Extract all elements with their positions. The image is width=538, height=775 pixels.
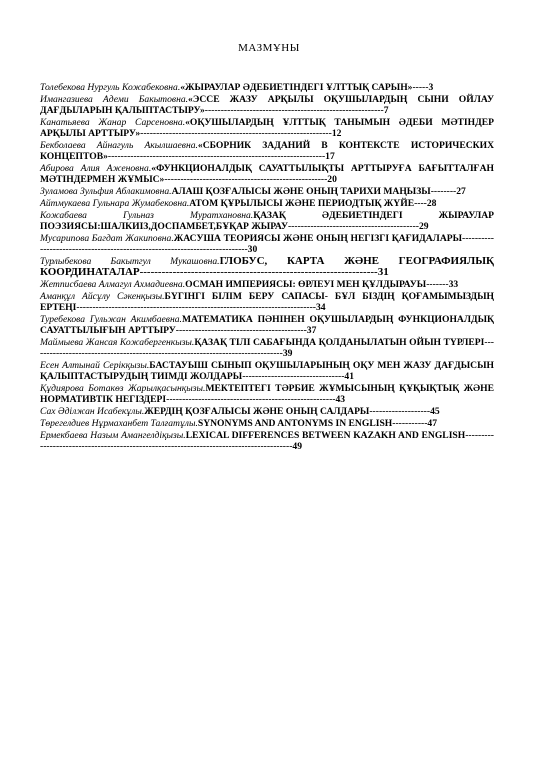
entry-leader: ----------------------------------------------------------------- <box>139 266 378 278</box>
entry-author: Имангазиева Адеми Бакытовна. <box>40 94 189 105</box>
entry-title: БҮГІНГІ БІЛІМ БЕРУ САПАСЫ- БҰЛ БІЗДІҢ ҚОҒАМЫМЫЗДЫҢ ЕРТЕҢІ <box>40 291 494 313</box>
entry-page-number: 31 <box>377 266 389 278</box>
entry-author: Сах Әділжан Исабекұлы. <box>40 406 145 417</box>
entry-title: БАСТАУЫШ СЫНЫП ОҚУШЫЛАРЫНЫҢ ОҚУ МЕН ЖАЗУ ДАҒДЫСЫН ҚАЛЫПТАСТЫРУДЫҢ ТИІМДІ ЖОЛДАРЫ <box>40 360 494 382</box>
entry-page-number: 3 <box>428 82 434 93</box>
entry-title: ЖЕРДІҢ ҚОЗҒАЛЫСЫ ЖӘНЕ ОНЫҢ САЛДАРЫ <box>144 406 370 417</box>
entry-leader: --------------------------------------------------------------------------- <box>76 302 316 313</box>
toc-entry <box>40 117 494 139</box>
entry-leader: --------------------------------------------------- <box>164 174 328 185</box>
toc-entry <box>40 418 494 429</box>
entry-author: Туребекова Гульжан Акимбаевна. <box>40 314 182 325</box>
entry-page-number: 33 <box>448 279 459 290</box>
entry-author: Жетписбаева Алмагул Ахмадиевна. <box>40 279 186 290</box>
entry-leader: ------------------------------------------------------------------------------- <box>40 337 494 359</box>
toc-entry <box>40 360 494 382</box>
entry-leader: -------- <box>430 186 457 197</box>
entry-author: Абирова Алия Аженовна. <box>40 163 152 174</box>
entry-leader: -------------------------------- <box>242 371 345 382</box>
entry-author: Ермекбаева Назым Амангелдіқызы. <box>40 430 186 441</box>
entry-author: Кожабаева Гульназ Муратхановна. <box>40 210 254 221</box>
entry-author: Есен Алтынай Серікқызы. <box>40 360 150 371</box>
entry-leader: ----------------------------------------------------- <box>166 394 336 405</box>
entry-page-number: 29 <box>418 221 429 232</box>
entry-title: АЛАШ ҚОЗҒАЛЫСЫ ЖӘНЕ ОНЫҢ ТАРИХИ МАҢЫЗЫ <box>171 186 431 197</box>
toc-entry <box>40 210 494 232</box>
entry-author: Айтмукаева Гульнара Жумабековна. <box>40 198 190 209</box>
entry-page-number: 7 <box>383 105 389 116</box>
entry-page-number: 27 <box>456 186 466 197</box>
entry-page-number: 20 <box>327 174 337 185</box>
entry-author: Зуламова Зульфия Аблакимовна. <box>40 186 172 197</box>
table-of-contents <box>40 82 494 453</box>
entry-author: Бекболаева Айнагуль Акылшаевна. <box>40 140 198 151</box>
entry-author: Маймыева Жансая Кожабергенкызы. <box>40 337 195 348</box>
page-title: МАЗМҰНЫ <box>238 42 300 54</box>
entry-title: «ЭССЕ ЖАЗУ АРҚЫЛЫ ОҚУШЫЛАРДЫҢ СЫНИ ОЙЛАУ ДАҒДЫЛАРЫН ҚАЛЫПТАСТЫРУ» <box>40 94 494 116</box>
entry-title: «ОҚУШЫЛАРДЫҢ ҰЛТТЫҚ ТАНЫМЫН ӘДЕБИ МӘТІНДЕР АРҚЫЛЫ АРТТЫРУ» <box>40 117 494 139</box>
entry-author: Аманқұл Айсұлу Сәкенқызы. <box>40 291 165 302</box>
toc-entry <box>40 82 494 93</box>
toc-entry <box>40 291 494 313</box>
entry-page-number: 49 <box>292 441 302 452</box>
entry-leader: -------------------------------------------------------- <box>204 105 384 116</box>
entry-author: Толебекова Нургуль Кожабековна. <box>40 82 181 93</box>
entry-leader: -------------------------------------------------------------------- <box>107 151 326 162</box>
toc-entry <box>40 314 494 336</box>
entry-page-number: 12 <box>331 128 342 139</box>
entry-title: ОСМАН ИМПЕРИЯСЫ: ӨРЛЕУІ МЕН ҚҰЛДЫРАУЫ <box>185 279 427 290</box>
entry-page-number: 28 <box>426 198 437 209</box>
entry-page-number: 17 <box>325 151 335 162</box>
toc-entry <box>40 430 494 452</box>
entry-page-number: 41 <box>344 371 355 382</box>
entry-leader: ----------- <box>392 418 428 429</box>
entry-author: Канатьяева Жанар Сарсеновна. <box>40 117 186 128</box>
entry-author: Турлыбекова Бакытгул Мукашовна. <box>40 256 220 267</box>
entry-page-number: 39 <box>282 348 293 359</box>
entry-leader: ----- <box>412 82 429 93</box>
entry-leader: ------------------------------------------------------------ <box>140 128 332 139</box>
entry-title: ҚАЗАҚ ӘДЕБИЕТІНДЕГІ ЖЫРАУЛАР ПОЭЗИЯСЫ:ШАЛКИІЗ,ДОСПАМБЕТ,БҰҚАР ЖЫРАУ <box>40 210 495 232</box>
entry-title: МЕКТЕПТЕГІ ТӘРБИЕ ЖҰМЫСЫНЫҢ ҚҰҚЫҚТЫҚ ЖӘНЕ НОРМАТИВТІК НЕГІЗДЕРІ <box>40 383 495 405</box>
entry-author: Құдиярова Ботакөз Жарылқасынқызы. <box>40 383 206 394</box>
entry-title: SYNONYMS AND ANTONYMS IN ENGLISH <box>197 418 393 429</box>
toc-entry <box>40 337 494 359</box>
entry-leader: ---- <box>414 198 427 209</box>
entry-title: «ЖЫРАУЛАР ӘДЕБИЕТІНДЕГІ ҰЛТТЫҚ САРЫН» <box>180 82 413 93</box>
entry-author: Төрегелдиев Нұрмаханбет Талғатұлы. <box>40 418 198 429</box>
entry-page-number: 43 <box>335 394 346 405</box>
entry-title: LEXICAL DIFFERENCES BETWEEN KAZAKH AND ENGLISH <box>185 430 466 441</box>
entry-page-number: 34 <box>316 302 326 313</box>
toc-entry <box>40 140 494 162</box>
toc-entry <box>40 163 494 185</box>
entry-title: «ФУНКЦИОНАЛДЫҚ САУАТТЫЛЫҚТЫ АРТТЫРУҒА БАҒЫТТАЛҒАН МӘТІНДЕРМЕН ЖҰМЫС» <box>40 163 495 185</box>
entry-leader: ----------------------------------------- <box>175 325 307 336</box>
entry-page-number: 45 <box>430 406 440 417</box>
entry-leader: ------------------- <box>369 406 431 417</box>
entry-leader: --------------------------------------------------------------------------- <box>40 233 494 255</box>
entry-page-number: 37 <box>306 325 317 336</box>
toc-entry <box>40 256 494 278</box>
entry-title: «СБОРНИК ЗАДАНИЙ В КОНТЕКСТЕ ИСТОРИЧЕСКИХ КОНЦЕПТОВ» <box>40 140 495 162</box>
toc-entry <box>40 406 494 417</box>
entry-leader: ---------------------------------------------------------------------------------------- <box>40 430 494 452</box>
toc-entry <box>40 383 494 405</box>
entry-page-number: 47 <box>427 418 438 429</box>
toc-entry <box>40 279 494 290</box>
entry-title: ҚАЗАҚ ТІЛІ САБАҒЫНДА ҚОЛДАНЫЛАТЫН ОЙЫН ТҮРЛЕРІ <box>194 337 485 348</box>
entry-title: АТОМ ҚҰРЫЛЫСЫ ЖӘНЕ ПЕРИОДТЫҚ ЖҮЙЕ <box>189 198 415 209</box>
entry-author: Мусарипова Багдат Жакиповна. <box>40 233 174 244</box>
entry-title: ГЛОБУС, КАРТА ЖӘНЕ ГЕОГРАФИЯЛЫҚ КООРДИНАТАЛАР <box>40 255 494 278</box>
toc-entry <box>40 198 494 209</box>
entry-title: ЖАСУША ТЕОРИЯСЫ ЖӘНЕ ОНЫҢ НЕГІЗГІ ҚАҒИДАЛАРЫ <box>173 233 463 244</box>
toc-entry <box>40 186 494 197</box>
entry-leader: ------- <box>426 279 449 290</box>
entry-title: МАТЕМАТИКА ПӘНІНЕН ОҚУШЫЛАРДЫҢ ФУНКЦИОНАЛДЫҚ САУАТТЫЛЫҒЫН АРТТЫРУ <box>40 314 494 336</box>
toc-entry <box>40 94 494 116</box>
entry-page-number: 30 <box>247 244 258 255</box>
entry-leader: ----------------------------------------- <box>287 221 419 232</box>
toc-entry <box>40 233 494 255</box>
